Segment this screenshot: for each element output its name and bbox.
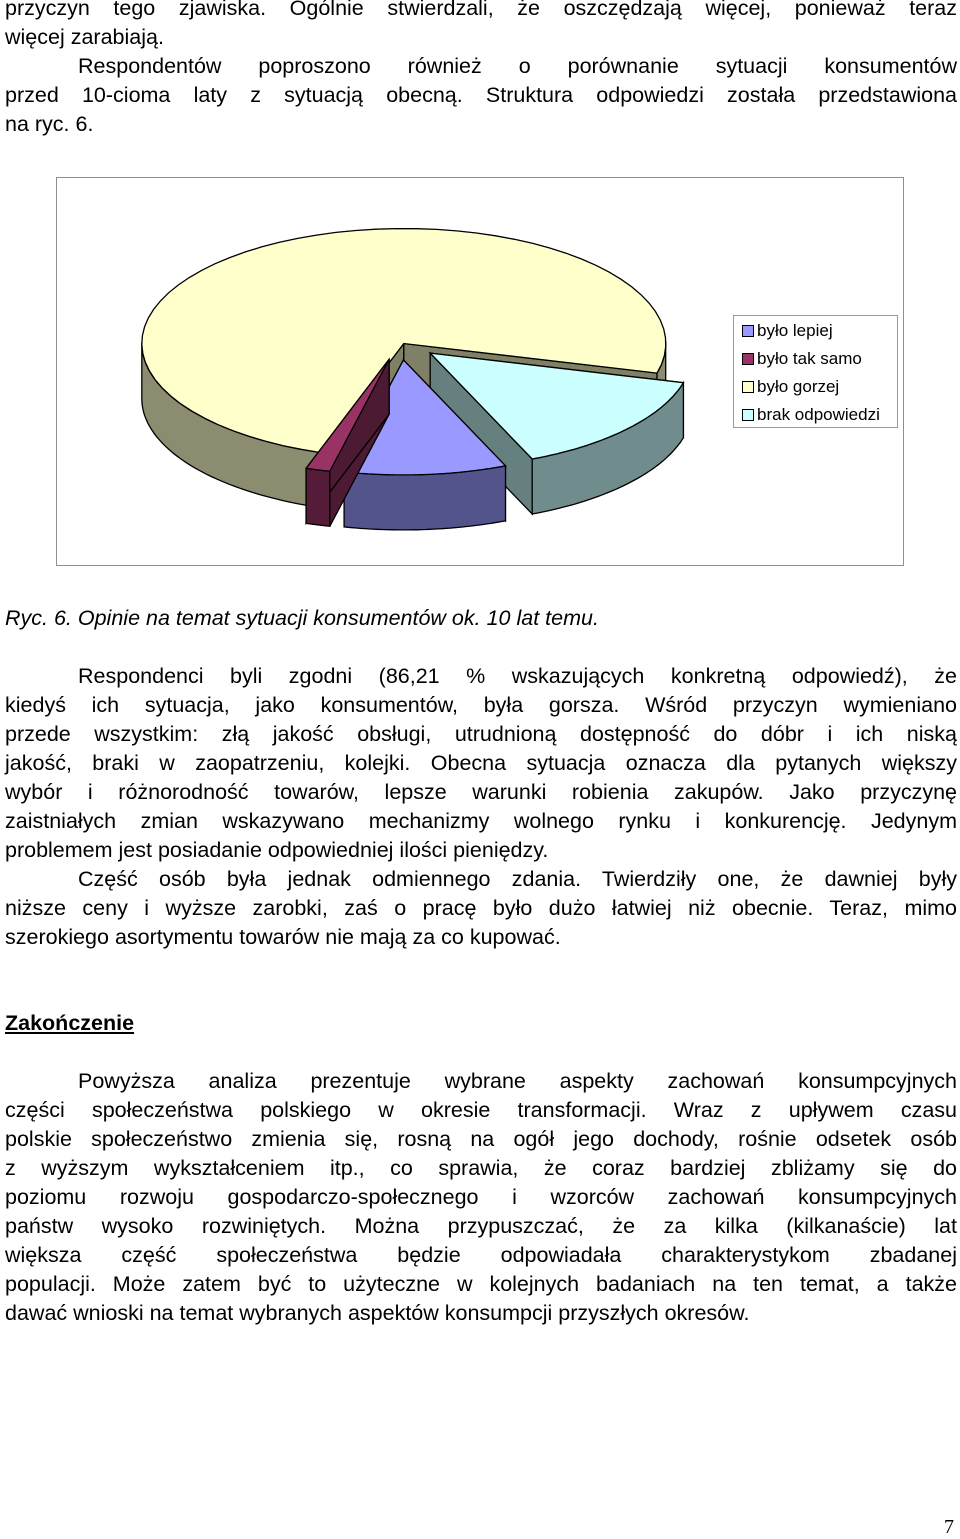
legend-swatch bbox=[742, 409, 754, 421]
conclusion-line: polskie społeczeństwo zmienia się, rosną na ogół jego dochody, rośnie odsetek osób bbox=[5, 1127, 957, 1151]
pie-slice-side bbox=[306, 468, 330, 526]
intro-line: przyczyn tego zjawiska. Ogólnie stwierdzali, że oszczędzają więcej, ponieważ teraz bbox=[5, 0, 957, 20]
conclusion-line: dawać wnioski na temat wybranych aspektów konsumpcji przyszłych okresów. bbox=[5, 1301, 750, 1325]
section-heading: Zakończenie bbox=[5, 1011, 135, 1035]
intro-line: przed 10-cioma laty z sytuacją obecną. Struktura odpowiedzi została przedstawiona bbox=[5, 83, 957, 107]
legend-swatch bbox=[742, 381, 754, 393]
paragraph-line: Respondenci byli zgodni (86,21 % wskazujących konkretną odpowiedź), że bbox=[78, 664, 957, 688]
legend-item bbox=[740, 401, 897, 429]
legend-item bbox=[740, 317, 897, 345]
legend-swatch bbox=[742, 353, 754, 365]
legend-label: było lepiej bbox=[757, 321, 833, 340]
figure-caption: Ryc. 6. Opinie na temat sytuacji konsumentów ok. 10 lat temu. bbox=[5, 606, 599, 630]
pie-slice-side bbox=[344, 466, 505, 530]
legend-label: było gorzej bbox=[757, 377, 840, 396]
conclusion-line: części społeczeństwa polskiego w okresie transformacji. Wraz z upływem czasu bbox=[5, 1098, 957, 1122]
chart-legend bbox=[733, 315, 898, 428]
legend-item bbox=[740, 373, 897, 401]
conclusion-line: poziomu rozwoju gospodarczo-społecznego i wzorców zachowań konsumpcyjnych bbox=[5, 1185, 957, 1209]
paragraph-line: kiedyś ich sytuacja, jako konsumentów, była gorsza. Wśród przyczyn wymieniano bbox=[5, 693, 957, 717]
page-number: 7 bbox=[944, 1516, 954, 1538]
conclusion-line: z wyższym wykształceniem itp., co sprawia, że coraz bardziej zbliżamy się do bbox=[5, 1156, 957, 1180]
paragraph-line: jakość, braki w zaopatrzeniu, kolejki. Obecna sytuacja oznacza dla pytanych większy bbox=[5, 751, 957, 775]
legend-item bbox=[740, 345, 897, 373]
paragraph-line: wybór i różnorodność towarów, lepsze warunki robienia zakupów. Jako przyczynę bbox=[5, 780, 957, 804]
intro-line: na ryc. 6. bbox=[5, 112, 94, 136]
paragraph-line: zaistniałych zmian wskazywano mechanizmy wolnego rynku i konkurencję. Jedynym bbox=[5, 809, 957, 833]
intro-line: więcej zarabiają. bbox=[5, 25, 164, 49]
paragraph-line: problemem jest posiadanie odpowiedniej ilości pieniędzy. bbox=[5, 838, 549, 862]
paragraph-line: Część osób była jednak odmiennego zdania. Twierdziły one, że dawniej były bbox=[78, 867, 957, 891]
conclusion-line: Powyższa analiza prezentuje wybrane aspekty zachowań konsumpcyjnych bbox=[78, 1069, 957, 1093]
conclusion-line: państw wysoko rozwiniętych. Można przypuszczać, że za kilka (kilkanaście) lat bbox=[5, 1214, 957, 1238]
intro-line: Respondentów poproszono również o porównanie sytuacji konsumentów bbox=[78, 54, 957, 78]
legend-swatch bbox=[742, 325, 754, 337]
conclusion-line: większa część społeczeństwa będzie odpowiadała charakterystykom zbadanej bbox=[5, 1243, 957, 1267]
pie-chart bbox=[0, 0, 960, 600]
paragraph-line: szerokiego asortymentu towarów nie mają za co kupować. bbox=[5, 925, 561, 949]
conclusion-line: populacji. Może zatem być to użyteczne w kolejnych badaniach na ten temat, a także bbox=[5, 1272, 957, 1296]
legend-label: brak odpowiedzi bbox=[757, 405, 880, 424]
paragraph-line: przede wszystkim: złą jakość obsługi, utrudnioną dostępność do dóbr i ich niską bbox=[5, 722, 957, 746]
paragraph-line: niższe ceny i wyższe zarobki, zaś o pracę było dużo łatwiej niż obecnie. Teraz, mimo bbox=[5, 896, 957, 920]
legend-label: było tak samo bbox=[757, 349, 862, 368]
